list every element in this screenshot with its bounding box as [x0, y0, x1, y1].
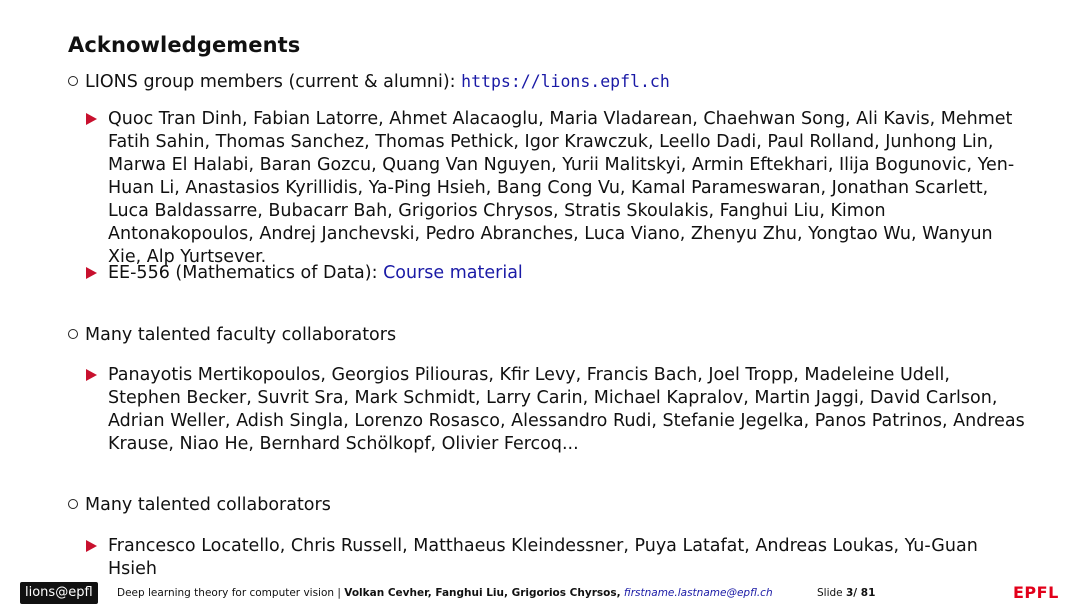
slide-footer	[0, 580, 1080, 608]
sub-item-course	[86, 262, 1026, 285]
section-collaborators	[68, 494, 331, 517]
lions-website-link[interactable]: https://lions.epfl.ch	[461, 72, 670, 91]
red-triangle-bullet-icon	[86, 267, 97, 279]
collaborator-names-text: Francesco Locatello, Chris Russell, Matthaeus Kleindessner, Puya Latafat, Andreas Loukas, Yu-Guan Hsieh	[108, 536, 978, 579]
hollow-circle-bullet-icon	[68, 329, 78, 339]
section-lions-group	[68, 70, 670, 94]
section-label: Many talented collaborators	[85, 495, 331, 515]
sub-item-faculty-names	[86, 364, 1026, 456]
hollow-circle-bullet-icon	[68, 499, 78, 509]
red-triangle-bullet-icon	[86, 369, 97, 381]
epfl-logo: EPFL	[1013, 583, 1059, 602]
red-triangle-bullet-icon	[86, 113, 97, 125]
lions-members-text: Quoc Tran Dinh, Fabian Latorre, Ahmet Alacaoglu, Maria Vladarean, Chaehwan Song, Ali Kavis, Mehmet Fatih Sahin, Thomas Sanchez, Thomas Pethick, Igor Krawczuk, Leello Dadi, Paul Rolland, Junhong Lin, Marwa El Halabi, Baran Gozcu, Quang Van Nguyen, Yurii Malitskyi, Armin Eftekhari, Ilija Bogunovic, Yen-Huan Li, Anastasios Kyrillidis, Ya-Ping Hsieh, Bang Cong Vu, Kamal Parameswaran, Jonathan Scarlett, Luca Baldassarre, Bubacarr Bah, Grigorios Chrysos, Stratis Skoulakis, Fanghui Liu, Kimon Antonakopoulos, Andrej Janchevski, Pedro Abranches, Luca Viano, Zhenyu Zhu, Yongtao Wu, Wanyun Xie, Alp Yurtsever.	[108, 109, 1015, 267]
lions-logo: lions@epfl	[20, 582, 98, 604]
slide-number	[817, 587, 875, 599]
footer-course: Deep learning theory for computer vision |	[117, 587, 341, 599]
course-material-link[interactable]: Course material	[383, 263, 523, 283]
footer-email: firstname.lastname@epfl.ch	[623, 587, 773, 599]
slide-count: 3/ 81	[845, 587, 876, 599]
section-label: Many talented faculty collaborators	[85, 325, 397, 345]
footer-authors: Volkan Cevher, Fanghui Liu, Grigorios Chyrsos,	[344, 587, 621, 599]
sub-item-lions-members	[86, 108, 1026, 269]
red-triangle-bullet-icon	[86, 540, 97, 552]
section-label: LIONS group members (current & alumni):	[85, 72, 456, 92]
course-label: EE-556 (Mathematics of Data):	[108, 263, 378, 283]
slide-title: Acknowledgements	[68, 33, 301, 57]
hollow-circle-bullet-icon	[68, 76, 78, 86]
section-faculty-collaborators	[68, 324, 396, 347]
slide-label: Slide	[817, 587, 843, 599]
faculty-names-text: Panayotis Mertikopoulos, Georgios Piliouras, Kfir Levy, Francis Bach, Joel Tropp, Madeleine Udell, Stephen Becker, Suvrit Sra, Mark Schmidt, Larry Carin, Michael Kapralov, Martin Jaggi, David Carlson, Adrian Weller, Adish Singla, Lorenzo Rosasco, Alessandro Rudi, Stefanie Jegelka, Panos Patrinos, Andreas Krause, Niao He, Bernhard Schölkopf, Olivier Fercoq...	[108, 365, 1025, 454]
footer-course-info	[117, 587, 773, 599]
sub-item-collaborator-names	[86, 535, 1026, 581]
